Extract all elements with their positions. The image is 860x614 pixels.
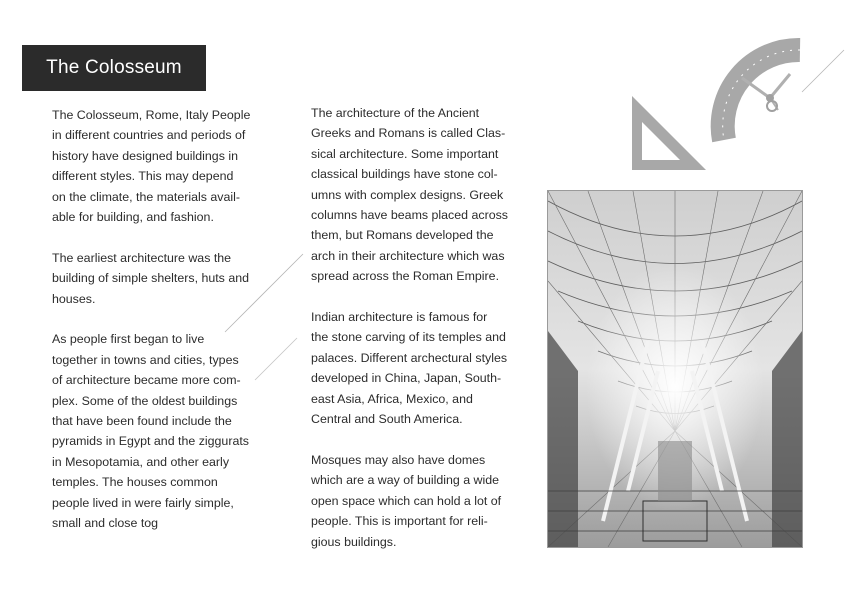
text-line: palaces. Different archectural styles xyxy=(311,350,508,365)
title-banner xyxy=(22,45,206,91)
text-line: history have designed buildings in xyxy=(52,148,238,163)
text-line: columns have beams placed across xyxy=(311,208,508,223)
text-line: Mosques may also have domes xyxy=(311,452,486,467)
text-line: people lived in were fairly simple, xyxy=(52,495,234,510)
text-line: able for building, and fashion. xyxy=(52,210,214,225)
text-line: arch in their architecture which was xyxy=(311,248,505,263)
vaulted-hall-drawing xyxy=(548,191,802,547)
page-title: The Colosseum xyxy=(46,57,182,78)
text-line: houses. xyxy=(52,291,96,306)
text-line: The earliest architecture was the xyxy=(52,250,232,265)
text-line: the stone carving of its temples and xyxy=(311,330,506,345)
text-line: small and close tog xyxy=(52,516,159,531)
text-line: open space which can hold a lot of xyxy=(311,493,502,508)
text-line: umns with complex designs. Greek xyxy=(311,187,504,202)
text-line: people. This is important for reli- xyxy=(311,514,488,529)
text-line: The Colosseum, Rome, Italy People xyxy=(52,108,251,122)
text-line: that have been found include the xyxy=(52,414,232,429)
text-line: sical architecture. Some important xyxy=(311,146,499,161)
text-line: in Mesopotamia, and other early xyxy=(52,454,230,469)
text-line: on the climate, the materials avail- xyxy=(52,189,241,204)
text-line: classical buildings have stone col- xyxy=(311,167,498,182)
text-line: developed in China, Japan, South- xyxy=(311,371,502,386)
text-line: of architecture became more com- xyxy=(52,373,241,388)
set-square-icon xyxy=(632,96,706,170)
text-line: Indian architecture is famous for xyxy=(311,310,488,325)
left-paragraph-1 xyxy=(52,105,267,227)
text-line: Central and South America. xyxy=(311,412,463,427)
text-line: As people first began to live xyxy=(52,332,205,347)
text-line: in different countries and periods of xyxy=(52,128,246,143)
cathedral-sketch-image xyxy=(547,190,803,548)
text-line: east Asia, Africa, Mexico, and xyxy=(311,391,473,406)
right-text-column xyxy=(311,103,526,572)
text-line: which are a way of building a wide xyxy=(311,473,500,488)
protractor-icon xyxy=(723,50,800,140)
text-line: temples. The houses common xyxy=(52,475,218,490)
text-line: pyramids in Egypt and the ziggurats xyxy=(52,434,249,449)
drafting-tools-icon xyxy=(620,30,850,190)
text-line: spread across the Roman Empire. xyxy=(311,269,500,284)
text-line: different styles. This may depend xyxy=(52,169,234,184)
text-line: Greeks and Romans is called Clas- xyxy=(311,126,506,141)
text-line: plex. Some of the oldest buildings xyxy=(52,393,238,408)
text-line: The architecture of the Ancient xyxy=(311,106,480,120)
right-paragraph-3 xyxy=(311,450,526,552)
text-line: gious buildings. xyxy=(311,534,397,549)
text-line: them, but Romans developed the xyxy=(311,228,494,243)
text-line: together in towns and cities, types xyxy=(52,352,239,367)
right-paragraph-1 xyxy=(311,103,526,287)
decorative-diagonal-lines xyxy=(215,250,315,390)
text-line: building of simple shelters, huts and xyxy=(52,271,249,286)
right-paragraph-2 xyxy=(311,307,526,429)
